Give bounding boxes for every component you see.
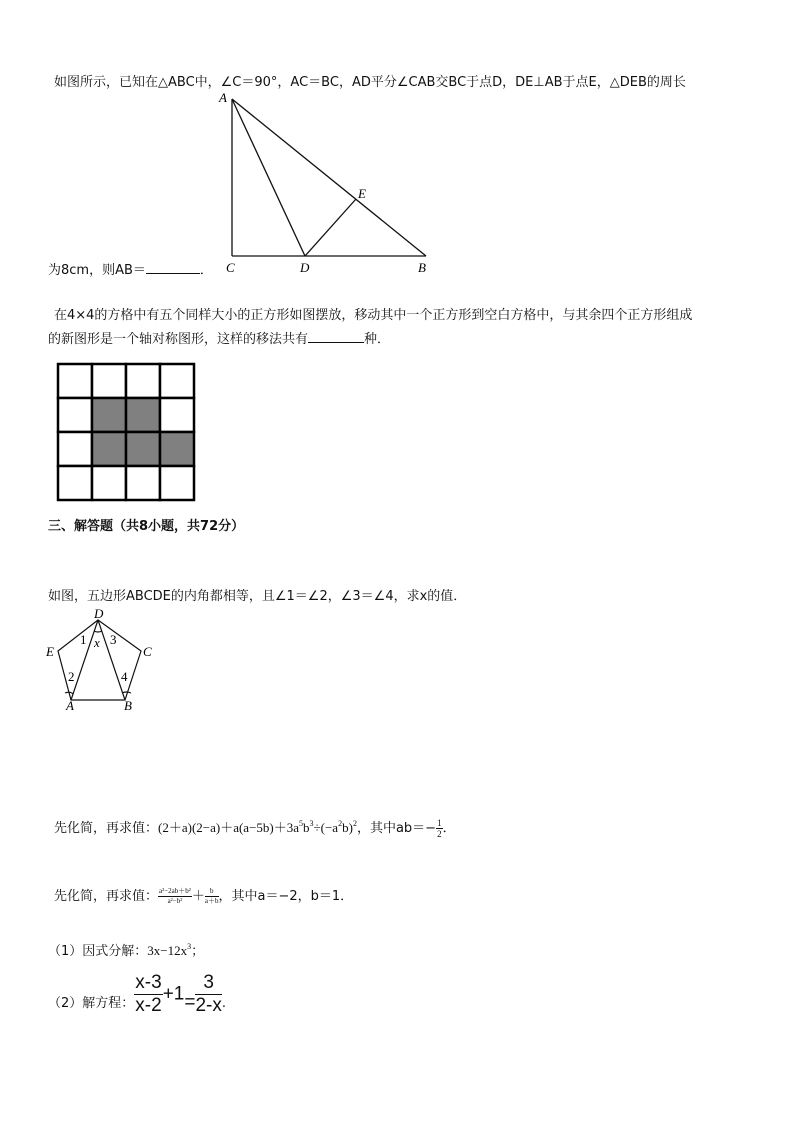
q6-part1-label: （1）因式分解： (48, 944, 148, 959)
q3-pentagon-figure (40, 604, 170, 714)
grid-cell-empty (160, 398, 194, 432)
q2-answer-blank[interactable] (308, 328, 364, 343)
grid-cell-filled (92, 432, 126, 466)
q5-prefix: 先化简，再求值： (54, 889, 159, 904)
angle-label-2: 2 (68, 669, 75, 684)
segment-DE (305, 199, 356, 256)
q6-eq-fraction-1 (134, 972, 162, 1017)
angle-arc-x (94, 631, 102, 632)
q6-f1-den: x-2 (135, 995, 162, 1016)
q6-part1 (48, 942, 204, 961)
q2-text-line2 (48, 328, 390, 349)
grid-cell-filled (160, 432, 194, 466)
q6-f2-num: 3 (195, 972, 221, 995)
q2-line2-post: 种． (364, 332, 391, 347)
q1-line2-pre: 为8cm，则AB＝ (48, 263, 146, 278)
q6-part1-end: ； (191, 944, 205, 959)
q4-exp-3: 3 (309, 819, 314, 828)
grid-cell-empty (58, 398, 92, 432)
grid-cell-empty (58, 432, 92, 466)
q4-end: ． (442, 821, 456, 836)
point-label-A: A (219, 90, 227, 105)
q5-fraction-1 (158, 887, 192, 906)
q4-exp-2b: 2 (352, 819, 357, 828)
q4-condition: ，其中ab＝− (356, 821, 437, 836)
q6-equals: = (184, 991, 196, 1013)
q6-part2-end: . (221, 995, 227, 1011)
q5-f2-den: a＋b (204, 897, 219, 905)
grid-cell-filled (92, 398, 126, 432)
grid-cell-empty (58, 466, 92, 500)
point-label-C: C (143, 644, 152, 659)
q4-b: b (303, 820, 310, 835)
q2-line2-pre: 的新图形是一个轴对称图形，这样的移法共有 (48, 332, 309, 347)
q4-expression (158, 820, 357, 835)
point-label-E: E (46, 644, 54, 659)
grid-cell-filled (126, 432, 160, 466)
q6-part1-exp: 3 (187, 942, 192, 951)
q5-text (54, 883, 353, 910)
grid-cell-empty (92, 466, 126, 500)
q2-text-line1: 在4×4的方格中有五个同样大小的正方形如图摆放，移动其中一个正方形到空白方格中，与其余四个正方形组成 (54, 308, 693, 323)
q4-text (54, 817, 456, 840)
q1-line2-post: ． (199, 263, 213, 278)
q5-f1-den: a²−b² (167, 897, 183, 905)
q5-fraction-2 (205, 887, 219, 906)
q6-plus-one: +1 (162, 983, 185, 1005)
point-label-B: B (124, 698, 132, 713)
q5-plus: ＋ (191, 888, 205, 903)
q6-part2 (48, 972, 226, 1028)
q1-text-line2 (48, 259, 213, 280)
q6-eq-fraction-2 (195, 972, 221, 1017)
q4-frac-den: 2 (437, 829, 442, 839)
q1-text-line1: 如图所示，已知在△ABC中，∠C＝90°，AC＝BC，AD平分∠CAB交BC于点D，DE⊥AB于点E，△DEB的周长 (54, 75, 686, 90)
point-label-D: D (300, 260, 310, 275)
grid-cell-empty (160, 466, 194, 500)
q5-f2-num: b (205, 887, 219, 897)
segment-AD (232, 99, 305, 256)
q6-f2-den: 2-x (195, 995, 222, 1016)
q4-div: ÷(−a (313, 820, 339, 835)
angle-arc-4 (122, 692, 131, 693)
angle-label-3: 3 (110, 632, 117, 647)
grid-cell-empty (126, 364, 160, 398)
grid-cell-filled (126, 398, 160, 432)
grid-cell-empty (92, 364, 126, 398)
q6-part1-expr: 3x−12x (147, 943, 188, 958)
q2-grid-figure (56, 362, 196, 502)
point-label-A: A (66, 698, 74, 713)
q3-text: 如图，五边形ABCDE的内角都相等，且∠1＝∠2，∠3＝∠4，求x的值． (48, 589, 467, 604)
q1-triangle-figure (215, 90, 440, 280)
point-label-B: B (418, 260, 426, 275)
q6-part2-label: （2）解方程： (48, 995, 135, 1011)
q4-exp-5: 5 (299, 819, 304, 828)
q6-f1-num: x-3 (135, 972, 162, 993)
segment-AB (232, 99, 426, 256)
section-3-heading: 三、解答题（共8小题，共72分） (48, 519, 245, 534)
q5-condition: ，其中a＝−2，b＝1． (218, 889, 354, 904)
angle-label-x: x (94, 635, 100, 650)
q4-bclose: b) (342, 820, 353, 835)
q4-exp-2a: 2 (338, 819, 343, 828)
angle-label-1: 1 (80, 632, 87, 647)
point-label-D: D (94, 606, 104, 621)
point-label-C: C (226, 260, 235, 275)
q4-frac-num: 1 (437, 818, 442, 828)
angle-label-4: 4 (121, 669, 128, 684)
q4-expr-part1: (2＋a)(2−a)＋a(a−5b)＋3a (158, 820, 300, 835)
grid-cell-empty (58, 364, 92, 398)
grid-cell-empty (126, 466, 160, 500)
q5-f1-num: a²−2ab＋b² (159, 887, 191, 895)
grid-cell-empty (160, 364, 194, 398)
q1-answer-blank[interactable] (146, 259, 200, 274)
q4-prefix: 先化简，再求值： (54, 821, 159, 836)
point-label-E: E (358, 186, 366, 201)
